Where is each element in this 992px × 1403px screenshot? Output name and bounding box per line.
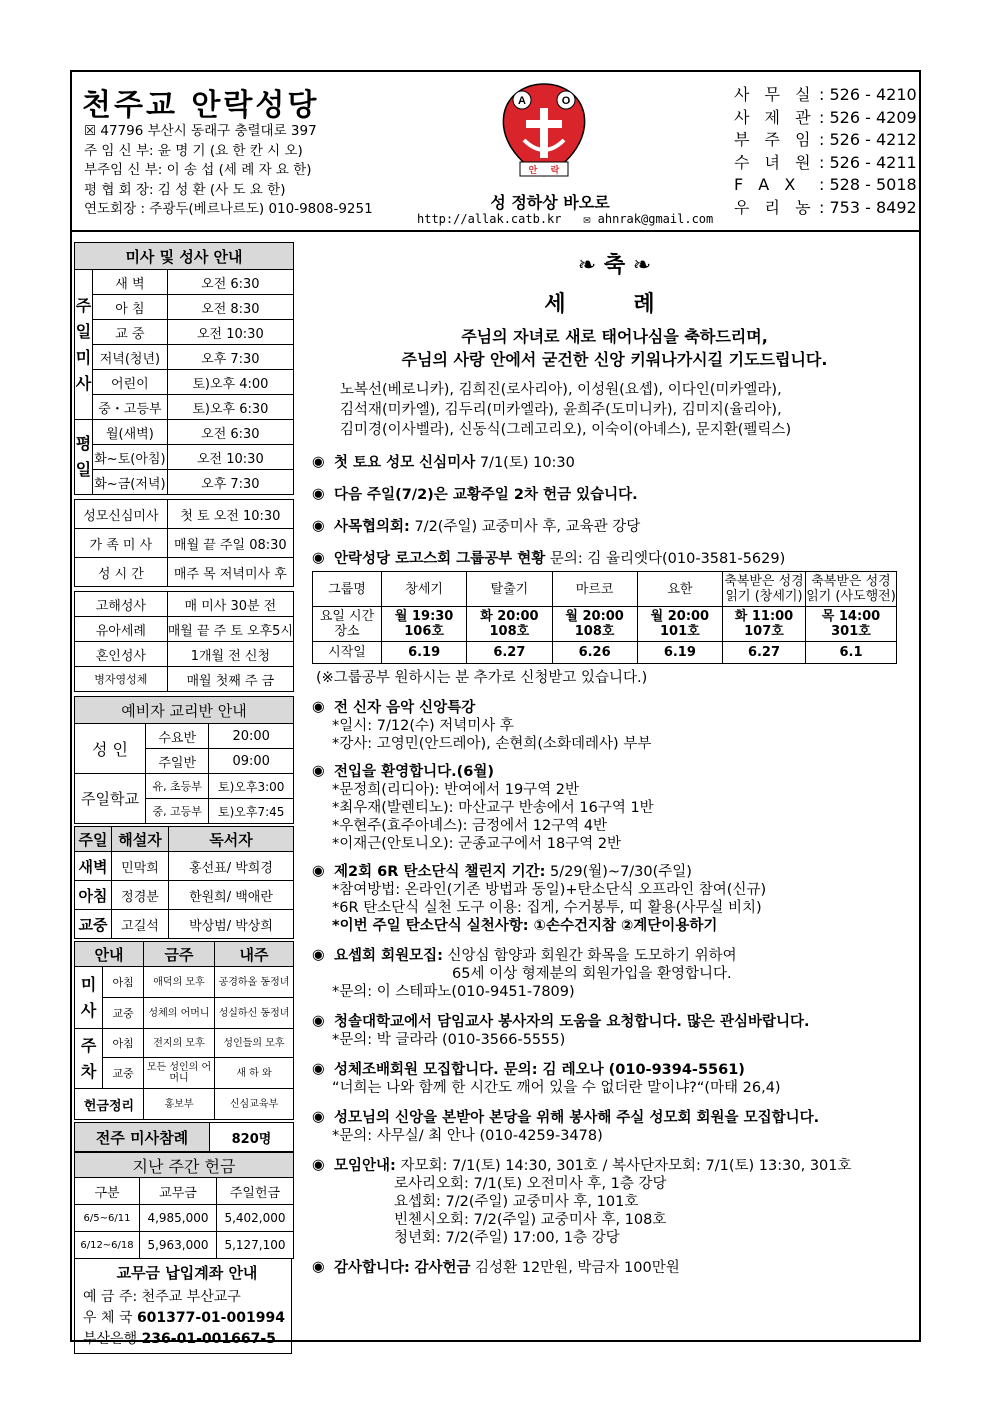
notice-line: 로사리오회: 7/1(토) 오전미사 후, 1층 강당 bbox=[394, 1176, 667, 1192]
group-schedule: 화 11:00 107호 bbox=[723, 607, 806, 642]
account-value: 236-01-001667-5 bbox=[141, 1331, 276, 1347]
collection-period: 6/5~6/11 bbox=[75, 1205, 140, 1232]
mail-icon: ✉ bbox=[583, 212, 591, 226]
account-label: 부산은행 bbox=[83, 1331, 138, 1347]
group-start: 6.19 bbox=[637, 642, 722, 664]
group-header: 탈출기 bbox=[467, 572, 552, 607]
notice-line: *이재근(안토니오): 군종교구에서 18구역 2반 bbox=[332, 836, 622, 852]
parish-logo bbox=[500, 80, 588, 180]
group-start: 6.19 bbox=[382, 642, 467, 664]
phone-number: 753 - 8492 bbox=[829, 197, 917, 217]
mass-name: 월(새벽) bbox=[93, 420, 168, 445]
collection-period: 6/12~6/18 bbox=[75, 1232, 140, 1259]
duty-header: 내주 bbox=[215, 942, 294, 967]
phone-number: 526 - 4209 bbox=[829, 107, 917, 127]
sacrament-time: 매 미사 30분 전 bbox=[167, 592, 293, 617]
notice-line: *우현주(효주아녜스): 금정에서 12구역 4반 bbox=[332, 818, 608, 834]
website-link[interactable]: http://allak.catb.kr bbox=[417, 212, 562, 226]
catechism-title: 예비자 교리반 안내 bbox=[75, 697, 294, 724]
phone-number: 528 - 5018 bbox=[829, 175, 917, 194]
notice-line: *참여방법: 온라인(기존 방법과 동일)+탄소단식 오프라인 참여(신규) bbox=[332, 882, 767, 898]
notice-line: 빈첸시오회: 7/2(주일) 교중미사 후, 108호 bbox=[394, 1212, 667, 1228]
parish-title: 천주교 안락성당 bbox=[82, 88, 320, 123]
notice-line: 65세 이상 형제분의 회원가입을 환영합니다. bbox=[452, 966, 732, 982]
account-label: 우 체 국 bbox=[83, 1310, 133, 1326]
duty-mass-label: 미 사 bbox=[75, 967, 103, 1029]
baptism-message: 주님의 자녀로 새로 태어나심을 축하드리며, bbox=[461, 327, 768, 346]
group-schedule: 월 19:30 106호 bbox=[382, 607, 467, 642]
mass-time: 오전 10:30 bbox=[167, 320, 293, 345]
notice: ◉ 성체조배회원 모집합니다. 문의: 김 레오나 (010-9394-5561) bbox=[312, 1061, 745, 1078]
duty-parking-label: 주 차 bbox=[75, 1029, 103, 1089]
bullet-icon: ◉ bbox=[312, 863, 325, 879]
mass-name: 화~금(저녁) bbox=[93, 470, 168, 495]
notice-line: 청년회: 7/2(주일) 17:00, 1층 강당 bbox=[394, 1230, 620, 1246]
group-start: 6.27 bbox=[723, 642, 806, 664]
group-row-label: 요일 시간 장소 bbox=[313, 607, 382, 642]
logo-letter-o: O bbox=[561, 95, 571, 107]
duty-header: 안내 bbox=[75, 942, 144, 967]
bullet-icon: ◉ bbox=[312, 486, 325, 502]
account-value: 천주교 부산교구 bbox=[141, 1289, 241, 1305]
collection-header: 구분 bbox=[75, 1178, 140, 1205]
duty-next: 새 하 와 bbox=[215, 1058, 294, 1089]
web-contacts bbox=[417, 212, 713, 226]
group-header: 그룹명 bbox=[313, 572, 382, 607]
sacrament-time: 1개월 전 신청 bbox=[167, 642, 293, 667]
reader-mass: 새벽 bbox=[75, 852, 112, 881]
phone-label: 수 녀 원 bbox=[734, 152, 816, 172]
notice-line: *강사: 고영민(안드레아), 손현희(소화데레사) 부부 bbox=[332, 736, 652, 752]
school-label: 주일학교 bbox=[75, 774, 146, 824]
address: 47796 부산시 동래구 충렬대로 397 bbox=[100, 123, 317, 139]
notice-line: *문정희(리디아): 반여에서 19구역 2반 bbox=[332, 782, 580, 798]
catechism-table bbox=[74, 696, 294, 824]
mass-name: 저녁(청년) bbox=[93, 345, 168, 370]
mass-time: 토)오후 6:30 bbox=[167, 395, 293, 420]
notice-line: *6R 탄소단식 실천 도구 이용: 집게, 수거봉투, 띠 활용(사무실 비치) bbox=[332, 900, 762, 916]
duty-next: 신심교육부 bbox=[215, 1089, 294, 1120]
collection-title: 지난 주간 헌금 bbox=[75, 1153, 294, 1178]
bullet-icon: ◉ bbox=[312, 1259, 325, 1275]
school-time: 토)오후7:45 bbox=[209, 799, 294, 824]
notice-line: *문의: 박 글라라 (010-3566-5555) bbox=[332, 1032, 566, 1048]
notice-line: *문의: 이 스테파노(010-9451-7809) bbox=[332, 984, 575, 1000]
notice: ◉ 제2회 6R 탄소단식 챌린지 기간: 5/29(월)~7/30(주일) bbox=[312, 863, 692, 880]
sacrament-name: 고해성사 bbox=[75, 592, 168, 617]
reader-mass: 교중 bbox=[75, 910, 112, 939]
phone-label: 부 주 임 bbox=[734, 130, 816, 149]
group-start: 6.26 bbox=[552, 642, 637, 664]
notice: ◉ 감사합니다: 감사헌금 김성환 12만원, 박금자 100만원 bbox=[312, 1259, 680, 1276]
phone-label: 사 무 실 bbox=[734, 85, 816, 104]
bullet-icon: ◉ bbox=[312, 699, 325, 715]
duty-this: 성체의 어머니 bbox=[144, 998, 215, 1029]
mass-time: 토)오후 4:00 bbox=[167, 370, 293, 395]
staff-name: 김 성 환 (사 도 요 한) bbox=[157, 181, 286, 198]
account-label: 예 금 주: bbox=[83, 1289, 138, 1305]
phone-label: F A X bbox=[734, 175, 801, 194]
notice-line: *일시: 7/12(수) 저녁미사 후 bbox=[332, 718, 514, 734]
sacrament-name: 혼인성사 bbox=[75, 642, 168, 667]
notice-line: *이번 주일 탄소단식 실천사항: ①손수건지참 ②계단이용하기 bbox=[332, 918, 718, 934]
duty-this: 모든 성인의 어머니 bbox=[144, 1058, 215, 1089]
bulletin-frame bbox=[70, 70, 921, 1347]
readers-header: 독서자 bbox=[169, 827, 294, 852]
notice: ◉ 전입을 환영합니다.(6월) bbox=[312, 763, 494, 780]
group-header: 요한 bbox=[637, 572, 722, 607]
notice-line: 요셉회: 7/2(주일) 교중미사 후, 101호 bbox=[394, 1194, 639, 1210]
logo-text-1: 안 bbox=[528, 166, 538, 176]
bullet-icon: ◉ bbox=[312, 1013, 325, 1029]
collection-tithe: 5,963,000 bbox=[140, 1232, 217, 1259]
logo-letter-a: A bbox=[518, 95, 526, 107]
group-header: 축복받은 성경읽기 (사도행전) bbox=[806, 572, 897, 607]
duty-next: 성실하신 동정녀 bbox=[215, 998, 294, 1029]
group-note: (※그룹공부 원하시는 분 추가로 신청받고 있습니다.) bbox=[316, 670, 648, 686]
attendance-label: 전주 미사참례 bbox=[75, 1123, 210, 1152]
parish-info: ☒ 47796 부산시 동래구 충렬대로 397 주 임 신 부: 윤 명 기 (요 한 칸 시 오) 부주임 신 부: 이 송 섭 (세 례 자 요 한) 평 협 회 장: 김 성 환 (사 도 요 한) 연도회장 : 주광두(베르나르도) 010-9808-9251 bbox=[84, 122, 373, 220]
attendance-value: 820명 bbox=[210, 1123, 294, 1152]
baptism-names: 노복선(베로니카), 김희진(로사리아), 이성원(요셉), 이다인(미카엘라), 김석재(미카엘), 김두리(미카엘라), 윤희주(도미니카), 김미지(율리아), 김미경(이사벨라), 신동식(그레고리오), 이숙이(아녜스), 문지환(펠릭스) bbox=[340, 382, 792, 438]
duty-this: 홍보부 bbox=[144, 1089, 215, 1120]
duty-time: 교중 bbox=[103, 998, 144, 1029]
duty-this: 애덕의 모후 bbox=[144, 967, 215, 998]
commentator: 민막희 bbox=[112, 852, 169, 881]
duty-this: 전지의 모후 bbox=[144, 1029, 215, 1058]
collection-sunday: 5,402,000 bbox=[217, 1205, 294, 1232]
attendance-table bbox=[74, 1122, 294, 1152]
mass-time: 오전 6:30 bbox=[167, 420, 293, 445]
class-time: 09:00 bbox=[209, 749, 294, 774]
baptism-section bbox=[312, 248, 917, 440]
readers-header: 해설자 bbox=[112, 827, 169, 852]
header bbox=[72, 72, 919, 232]
bullet-icon: ◉ bbox=[312, 1061, 325, 1077]
staff-role: 주 임 신 부 bbox=[84, 142, 150, 159]
main-content bbox=[312, 244, 917, 1277]
bullet-icon: ◉ bbox=[312, 550, 325, 566]
offering-label: 헌금정리 bbox=[75, 1089, 144, 1120]
group-schedule: 목 14:00 301호 bbox=[806, 607, 897, 642]
duty-next: 성인들의 모후 bbox=[215, 1029, 294, 1058]
group-start-label: 시작일 bbox=[313, 642, 382, 664]
sacrament-name: 병자영성체 bbox=[75, 667, 168, 692]
notice: ◉ 청솔대학교에서 담임교사 봉사자의 도움을 요청합니다. 많은 관심바랍니다. bbox=[312, 1013, 810, 1030]
collection-tithe: 4,985,000 bbox=[140, 1205, 217, 1232]
duty-time: 아침 bbox=[103, 1029, 144, 1058]
staff-name: 윤 명 기 (요 한 칸 시 오) bbox=[157, 142, 303, 159]
mass-time: 오전 6:30 bbox=[167, 270, 293, 295]
mass-name: 아 침 bbox=[93, 295, 168, 320]
bullet-icon: ◉ bbox=[312, 518, 325, 534]
adult-label: 성 인 bbox=[75, 724, 146, 774]
email-link[interactable]: ahnrak@gmail.com bbox=[597, 212, 714, 226]
special-mass-time: 첫 토 오전 10:30 bbox=[167, 500, 293, 529]
commentator: 고길석 bbox=[112, 910, 169, 939]
readers-header: 주일 bbox=[75, 827, 112, 852]
sunday-mass-label: 주 일 미 사 bbox=[75, 270, 93, 420]
notice-line: *문의: 사무실/ 최 안나 (010-4259-3478) bbox=[332, 1128, 603, 1144]
special-mass-name: 성모신심미사 bbox=[75, 500, 168, 529]
account-value: 601377-01-001994 bbox=[136, 1310, 285, 1326]
group-header: 축복받은 성경읽기 (창세기) bbox=[723, 572, 806, 607]
school-time: 토)오후3:00 bbox=[209, 774, 294, 799]
group-header: 마르코 bbox=[552, 572, 637, 607]
group-start: 6.1 bbox=[806, 642, 897, 664]
mail-icon: ☒ bbox=[84, 123, 97, 139]
mass-table bbox=[74, 242, 294, 692]
bullet-icon: ◉ bbox=[312, 763, 325, 779]
phone-label: 사 제 관 bbox=[734, 107, 816, 127]
notice-line: “너희는 나와 함께 한 시간도 깨어 있을 수 없더란 말이냐?“(마태 26,4) bbox=[332, 1080, 781, 1096]
notice: ◉ 사목협의회: 7/2(주일) 교중미사 후, 교육관 강당 bbox=[312, 518, 641, 535]
school-group: 중, 고등부 bbox=[146, 799, 209, 824]
baptism-message: 주님의 사랑 안에서 굳건한 신앙 키워나가시길 기도드립니다. bbox=[401, 350, 828, 369]
school-group: 유, 초등부 bbox=[146, 774, 209, 799]
duty-time: 교중 bbox=[103, 1058, 144, 1089]
baptism-title: 세 례 bbox=[544, 292, 685, 317]
mass-time: 오후 7:30 bbox=[167, 345, 293, 370]
collection-header: 주일헌금 bbox=[217, 1178, 294, 1205]
reader-names: 박상범/ 박상희 bbox=[169, 910, 294, 939]
reader-names: 홍선표/ 박희경 bbox=[169, 852, 294, 881]
weekday-mass-label: 평 일 bbox=[75, 420, 93, 495]
notice: ◉ 다음 주일(7/2)은 교황주일 2차 헌금 있습니다. bbox=[312, 486, 638, 503]
notice: ◉ 모임안내: 자모회: 7/1(토) 14:30, 301호 / 복사단자모회: 7/1(토) 13:30, 301호 bbox=[312, 1157, 852, 1174]
group-schedule: 화 20:00 108호 bbox=[467, 607, 552, 642]
duty-next: 공경하올 동정녀 bbox=[215, 967, 294, 998]
group-study-table bbox=[312, 571, 897, 664]
class-day: 수요반 bbox=[146, 724, 209, 749]
reader-names: 한원희/ 백애란 bbox=[169, 881, 294, 910]
special-mass-name: 가 족 미 사 bbox=[75, 529, 168, 558]
patron-saint: 성 정하상 바오로 bbox=[490, 193, 610, 212]
mass-name: 교 중 bbox=[93, 320, 168, 345]
notice: ◉ 첫 토요 성모 신심미사 7/1(토) 10:30 bbox=[312, 454, 575, 471]
collection-header: 교무금 bbox=[140, 1178, 217, 1205]
mass-name: 화~토(아침) bbox=[93, 445, 168, 470]
sacrament-time: 매월 끝 주 토 오후5시 bbox=[167, 617, 293, 642]
sacrament-name: 유아세례 bbox=[75, 617, 168, 642]
mass-name: 어린이 bbox=[93, 370, 168, 395]
group-schedule: 월 20:00 108호 bbox=[552, 607, 637, 642]
reader-mass: 아침 bbox=[75, 881, 112, 910]
bullet-icon: ◉ bbox=[312, 1157, 325, 1173]
special-mass-name: 성 시 간 bbox=[75, 558, 168, 587]
phone-number: 526 - 4212 bbox=[829, 130, 917, 149]
mass-time: 오전 8:30 bbox=[167, 295, 293, 320]
bullet-icon: ◉ bbox=[312, 947, 325, 963]
collection-sunday: 5,127,100 bbox=[217, 1232, 294, 1259]
mass-name: 중・고등부 bbox=[93, 395, 168, 420]
logo-text-2: 락 bbox=[550, 166, 560, 176]
class-time: 20:00 bbox=[209, 724, 294, 749]
mass-name: 새 벽 bbox=[93, 270, 168, 295]
phone-number: 526 - 4211 bbox=[829, 152, 917, 172]
staff-role: 평 협 회 장 bbox=[84, 181, 150, 198]
notice: ◉ 요셉회 회원모집: 신앙심 함양과 회원간 화목을 도모하기 위하여 bbox=[312, 947, 737, 964]
laurel-icon: ❧ bbox=[577, 253, 597, 278]
notice: ◉ 전 신자 음악 신앙특강 bbox=[312, 699, 476, 716]
account-title: 교무금 납입계좌 안내 bbox=[116, 1264, 258, 1282]
staff-name: 이 송 섭 (세 례 자 요 한) bbox=[166, 162, 312, 178]
mass-time: 오전 10:30 bbox=[167, 445, 293, 470]
notice: ◉ 성모님의 신앙을 본받아 본당을 위해 봉사해 주실 성모회 회원을 모집합니다. bbox=[312, 1109, 820, 1126]
mass-title: 미사 및 성사 안내 bbox=[75, 243, 294, 270]
duty-table bbox=[74, 941, 294, 1120]
laurel-icon: ❧ bbox=[632, 253, 652, 278]
group-header: 창세기 bbox=[382, 572, 467, 607]
special-mass-time: 매주 목 저녁미사 후 bbox=[167, 558, 293, 587]
staff-role: 부주임 신 부 bbox=[84, 162, 158, 178]
bullet-icon: ◉ bbox=[312, 454, 325, 470]
sacrament-time: 매월 첫째 주 금 bbox=[167, 667, 293, 692]
left-sidebar bbox=[74, 242, 294, 1354]
youth-head: 연도회장 : 주광두(베르나르도) 010-9808-9251 bbox=[84, 201, 373, 217]
account-box bbox=[74, 1259, 292, 1354]
class-day: 주일반 bbox=[146, 749, 209, 774]
notice: ◉ 안락성당 로고스회 그룹공부 현황 문의: 김 율리엣다(010-3581-5629) bbox=[312, 550, 786, 567]
duty-header: 금주 bbox=[144, 942, 215, 967]
mass-time: 오후 7:30 bbox=[167, 470, 293, 495]
collection-table bbox=[74, 1152, 294, 1259]
group-schedule: 월 20:00 101호 bbox=[637, 607, 722, 642]
notice-line: *최우재(발렌티노): 마산교구 반송에서 16구역 1반 bbox=[332, 800, 654, 816]
special-mass-time: 매월 끝 주일 08:30 bbox=[167, 529, 293, 558]
commentator: 정경분 bbox=[112, 881, 169, 910]
bullet-icon: ◉ bbox=[312, 1109, 325, 1125]
duty-time: 아침 bbox=[103, 967, 144, 998]
readers-table bbox=[74, 826, 294, 939]
phone-number: 526 - 4210 bbox=[829, 85, 917, 104]
phone-list: 사 무 실 : 526 - 4210 사 제 관 : 526 - 4209 부 주 임 : 526 - 4212 수 녀 원 : 526 - 4211 F A X : 528 - 5018 우 리 농 : 753 - 8492 bbox=[734, 84, 917, 219]
celebration-badge: ❧ 축 ❧ bbox=[577, 253, 652, 278]
phone-label: 우 리 농 bbox=[734, 197, 816, 217]
group-start: 6.27 bbox=[467, 642, 552, 664]
